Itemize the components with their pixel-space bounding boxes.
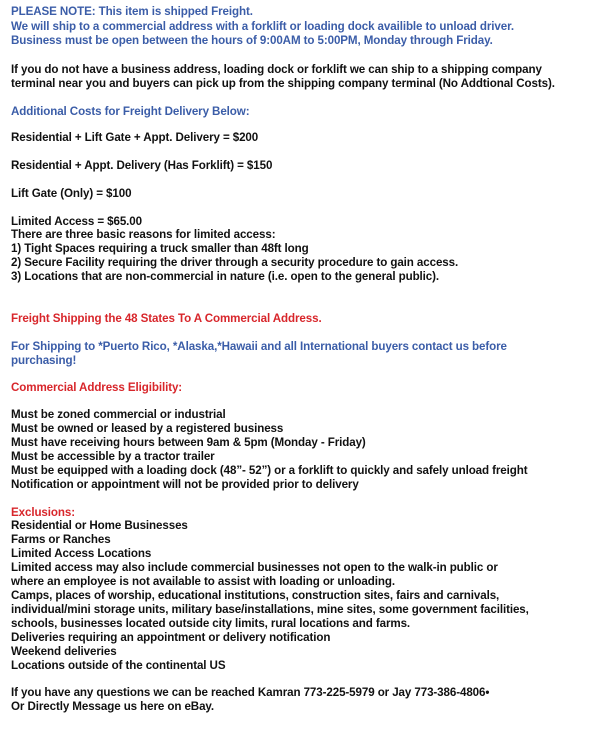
cost-limited-access: Limited Access = $65.00: [11, 215, 142, 228]
international-text-line-1: For Shipping to *Puerto Rico, *Alaska,*Hawaii and all International buyers contact us before: [11, 340, 507, 353]
exclusion-item: Weekend deliveries: [11, 645, 117, 658]
exclusion-item: where an employee is not available to assist with loading or unloading.: [11, 575, 395, 588]
limited-access-reason-3: 3) Locations that are non-commercial in nature (i.e. open to the general public).: [11, 270, 440, 283]
contact-ebay-line: Or Directly Message us here on eBay.: [11, 700, 215, 713]
notice-title: PLEASE NOTE: This item is shipped Freight.: [11, 5, 253, 18]
cost-liftgate-only: Lift Gate (Only) = $100: [11, 187, 132, 200]
notice-commercial-address: We will ship to a commercial address with a forklift or loading dock availible to unload driver.: [11, 20, 515, 33]
limited-access-reason-2: 2) Secure Facility requiring the driver through a security procedure to gain access.: [11, 256, 459, 269]
eligibility-item: Must be zoned commercial or industrial: [11, 408, 226, 421]
additional-costs-heading: Additional Costs for Freight Delivery Below:: [11, 105, 250, 118]
no-business-text-line-1: If you do not have a business address, loading dock or forklift we can ship to a shipping company: [11, 63, 542, 76]
eligibility-item: Must have receiving hours between 9am & 5pm (Monday - Friday): [11, 436, 366, 449]
exclusion-item: Residential or Home Businesses: [11, 519, 188, 532]
freight-shipping-heading: Freight Shipping the 48 States To A Commercial Address.: [11, 312, 322, 325]
exclusion-item: individual/mini storage units, military base/installations, mine sites, some government facilities,: [11, 603, 529, 616]
exclusions-heading: Exclusions:: [11, 506, 75, 519]
contact-phone-line: If you have any questions we can be reached Kamran 773-225-5979 or Jay 773-386-4806•: [11, 686, 490, 699]
exclusion-item: Camps, places of worship, educational institutions, construction sites, fairs and carnivals,: [11, 589, 500, 602]
exclusion-item: schools, businesses located outside city limits, rural locations and farms.: [11, 617, 411, 630]
eligibility-item: Must be accessible by a tractor trailer: [11, 450, 215, 463]
international-text-line-2: purchasing!: [11, 354, 77, 367]
cost-residential-liftgate: Residential + Lift Gate + Appt. Delivery = $200: [11, 131, 259, 144]
no-business-text-line-2: terminal near you and buyers can pick up from the shipping company terminal (No Addtional Costs).: [11, 77, 555, 90]
notice-business-hours: Business must be open between the hours of 9:00AM to 5:00PM, Monday through Friday.: [11, 34, 493, 47]
eligibility-heading: Commercial Address Eligibility:: [11, 381, 183, 394]
exclusion-item: Deliveries requiring an appointment or delivery notification: [11, 631, 331, 644]
eligibility-item: Notification or appointment will not be provided prior to delivery: [11, 478, 359, 491]
exclusion-item: Limited Access Locations: [11, 547, 152, 560]
limited-access-reason-1: 1) Tight Spaces requiring a truck smaller than 48ft long: [11, 242, 309, 255]
limited-access-reasons-intro: There are three basic reasons for limited access:: [11, 228, 276, 241]
eligibility-item: Must be owned or leased by a registered business: [11, 422, 284, 435]
cost-residential-appt: Residential + Appt. Delivery (Has Forklift) = $150: [11, 159, 273, 172]
exclusion-item: Farms or Ranches: [11, 533, 111, 546]
exclusion-item: Limited access may also include commercial businesses not open to the walk-in public or: [11, 561, 498, 574]
eligibility-item: Must be equipped with a loading dock (48”- 52”) or a forklift to quickly and safely unload freight: [11, 464, 528, 477]
exclusion-item: Locations outside of the continental US: [11, 659, 226, 672]
